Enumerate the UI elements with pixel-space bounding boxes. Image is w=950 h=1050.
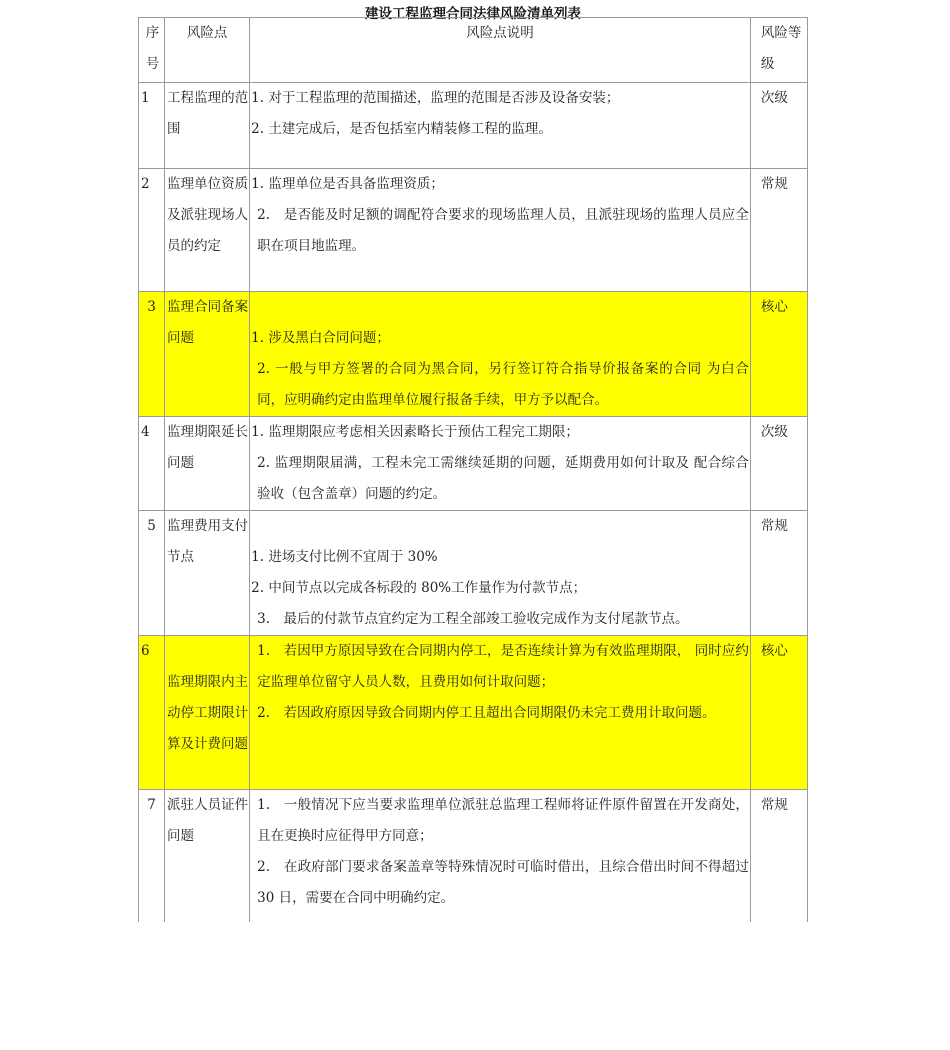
risk-table [138, 17, 808, 922]
risk-description [250, 292, 751, 417]
risk-point: 监理费用支付节点 [165, 511, 250, 636]
risk-level: 常规 [750, 790, 807, 922]
description-item: 2. 中间节点以完成各标段的 80%工作量作为付款节点； [251, 580, 587, 596]
description-item: 1. 若因甲方原因导致在合同期内停工，是否连续计算为有效监理期限， 同时应约定监理单位留守人员人数，且费用如何计取问题； [257, 643, 749, 690]
table-header-row [139, 18, 808, 83]
risk-level: 核心 [750, 292, 807, 417]
risk-level: 核心 [750, 636, 807, 790]
risk-point-text: 监理期限内主动停工期限计算及计费问题 [167, 674, 249, 752]
description-item: 2. 在政府部门要求备案盖章等特殊情况时可临时借出，且综合借出时间不得超过 30 日，需要在合同中明确约定。 [257, 859, 749, 906]
description-item: 1. 一般情况下应当要求监理单位派驻总监理工程师将证件原件留置在开发商处，且在更换时应征得甲方同意； [257, 797, 749, 844]
description-item: 1. 对于工程监理的范围描述，监理的范围是否涉及设备安装； [251, 90, 620, 106]
risk-description [250, 790, 751, 922]
description-item: 2. 一般与甲方签署的合同为黑合同，另行签订符合指导价报备案的合同 为白合同，应明确约定由监理单位履行报备手续，甲方予以配合。 [257, 361, 749, 408]
description-item: 1. 监理单位是否具备监理资质； [251, 176, 444, 192]
table-row-highlighted [139, 636, 808, 790]
risk-point [165, 636, 250, 790]
row-number: 7 [139, 790, 165, 922]
risk-level: 常规 [750, 511, 807, 636]
description-item: 1. 进场支付比例不宜周于 30% [251, 549, 438, 565]
description-item: 2. 监理期限届满，工程未完工需继续延期的问题，延期费用如何计取及 配合综合验收（包含盖章）问题的约定。 [257, 455, 749, 502]
row-number: 4 [139, 417, 165, 511]
table-row [139, 790, 808, 922]
description-item: 2. 是否能及时足额的调配符合要求的现场监理人员，且派驻现场的监理人员应全职在项目地监理。 [257, 207, 749, 254]
risk-point: 监理合同备案问题 [165, 292, 250, 417]
row-number: 5 [139, 511, 165, 636]
header-desc: 风险点说明 [250, 18, 751, 83]
risk-description [250, 417, 751, 511]
description-item: 3. 最后的付款节点宜约定为工程全部竣工验收完成作为支付尾款节点。 [257, 611, 689, 627]
description-item: 2. 若因政府原因导致合同期内停工且超出合同期限仍未完工费用计取问题。 [257, 705, 716, 721]
row-number: 2 [139, 169, 165, 292]
table-row [139, 169, 808, 292]
row-number: 6 [139, 636, 165, 790]
risk-description [250, 83, 751, 169]
row-number: 3 [139, 292, 165, 417]
risk-level: 次级 [750, 417, 807, 511]
table-row-highlighted [139, 292, 808, 417]
header-level: 风险等级 [750, 18, 807, 83]
risk-point: 派驻人员证件问题 [165, 790, 250, 922]
risk-description [250, 636, 751, 790]
description-item: 2. 土建完成后，是否包括室内精装修工程的监理。 [251, 121, 552, 137]
risk-level: 次级 [750, 83, 807, 169]
table-row [139, 511, 808, 636]
table-row [139, 83, 808, 169]
risk-description [250, 169, 751, 292]
table-row [139, 417, 808, 511]
risk-level: 常规 [750, 169, 807, 292]
header-point: 风险点 [165, 18, 250, 83]
description-item: 1. 监理期限应考虑相关因素略长于预估工程完工期限； [251, 424, 579, 440]
risk-point: 工程监理的范围 [165, 83, 250, 169]
page-title: 建设工程监理合同法律风险清单列表 [365, 6, 581, 22]
description-item: 1. 涉及黑白合同问题； [251, 330, 390, 346]
header-no: 序号 [139, 18, 165, 83]
row-number: 1 [139, 83, 165, 169]
risk-point: 监理期限延长问题 [165, 417, 250, 511]
risk-description [250, 511, 751, 636]
risk-point: 监理单位资质及派驻现场人员的约定 [165, 169, 250, 292]
